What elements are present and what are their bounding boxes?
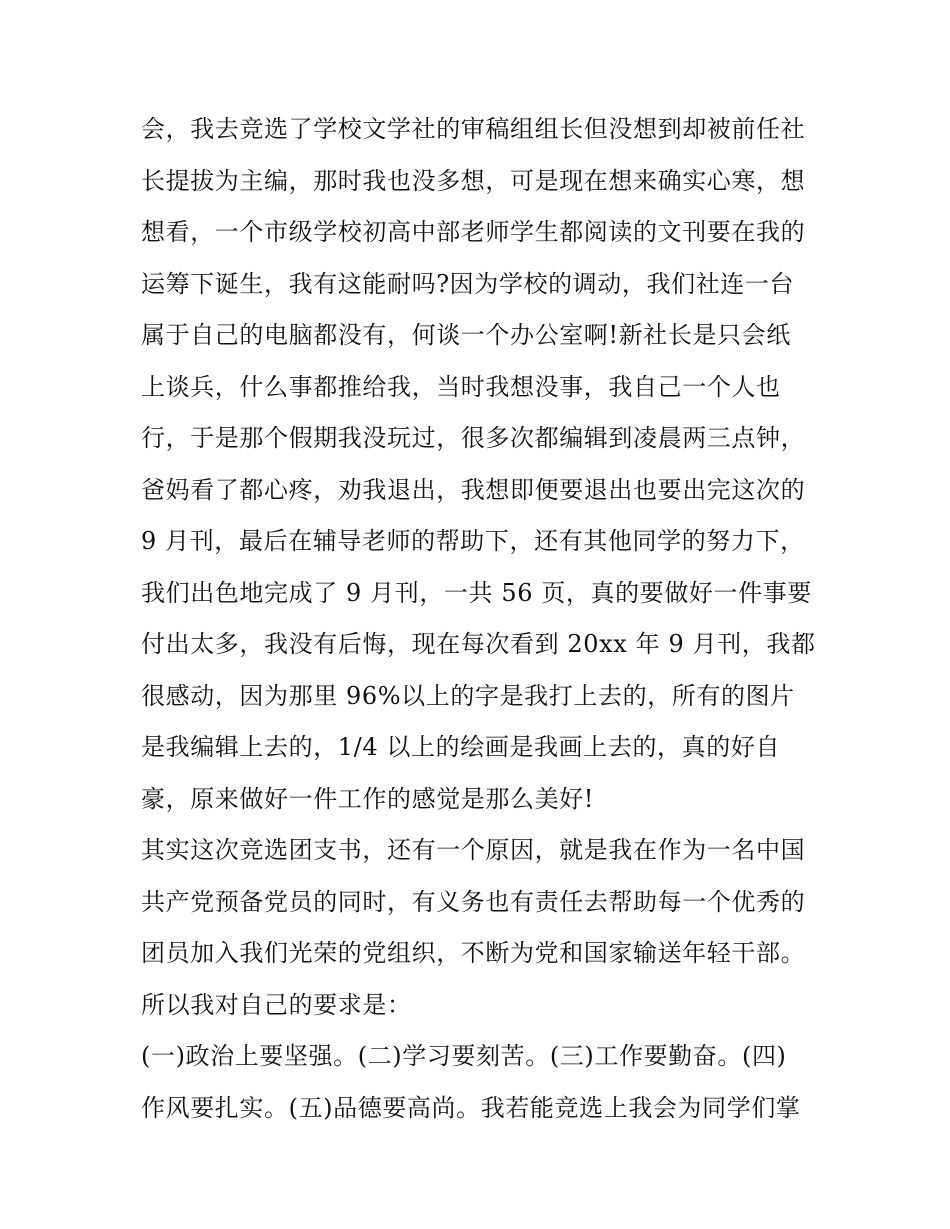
text-line: (一)政治上要坚强。(二)学习要刻苦。(三)工作要勤奋。(四) — [141, 1042, 787, 1070]
text-line: 爸妈看了都心疼，劝我退出，我想即便要退出也要出完这次的 — [141, 475, 806, 504]
text-line: 作风要扎实。(五)品德要高尚。我若能竞选上我会为同学们掌 — [141, 1093, 801, 1122]
text-line: 上谈兵，什么事都推给我，当时我想没事，我自己一个人也 — [141, 372, 781, 401]
text-line: 是我编辑上去的，1/4 以上的绘画是我画上去的，真的好自 — [141, 733, 781, 761]
body-text — [141, 104, 821, 1134]
text-line: 其实这次竞选团支书，还有一个原因，就是我在作为一名中国 — [141, 836, 806, 864]
text-line: 共产党预备党员的同时，有义务也有责任去帮助每一个优秀的 — [141, 887, 806, 916]
text-line: 团员加入我们光荣的党组织，不断为党和国家输送年轻干部。 — [141, 939, 806, 967]
text-line: 所以我对自己的要求是： — [141, 990, 412, 1019]
text-line: 属于自己的电脑都没有，何谈一个办公室啊!新社长是只会纸 — [141, 321, 791, 349]
text-line: 运筹下诞生，我有这能耐吗?因为学校的调动，我们社连一台 — [141, 269, 795, 298]
text-line: 我们出色地完成了 9 月刊，一共 56 页，真的要做好一件事要 — [141, 578, 812, 607]
text-line: 9 月刊，最后在辅导老师的帮助下，还有其他同学的努力下， — [141, 527, 805, 555]
text-line: 想看，一个市级学校初高中部老师学生都阅读的文刊要在我的 — [141, 218, 806, 246]
text-line: 会，我去竞选了学校文学社的审稿组组长但没想到却被前任社 — [141, 115, 806, 143]
text-line: 付出太多，我没有后悔，现在每次看到 20xx 年 9 月刊，我都 — [141, 630, 816, 658]
text-line: 行，于是那个假期我没玩过，很多次都编辑到凌晨两三点钟， — [141, 424, 806, 452]
text-line: 长提拔为主编，那时我也没多想，可是现在想来确实心寒，想 — [141, 166, 806, 195]
text-line: 豪，原来做好一件工作的感觉是那么美好! — [141, 784, 595, 813]
text-line: 很感动，因为那里 96%以上的字是我打上去的，所有的图片 — [141, 681, 795, 710]
